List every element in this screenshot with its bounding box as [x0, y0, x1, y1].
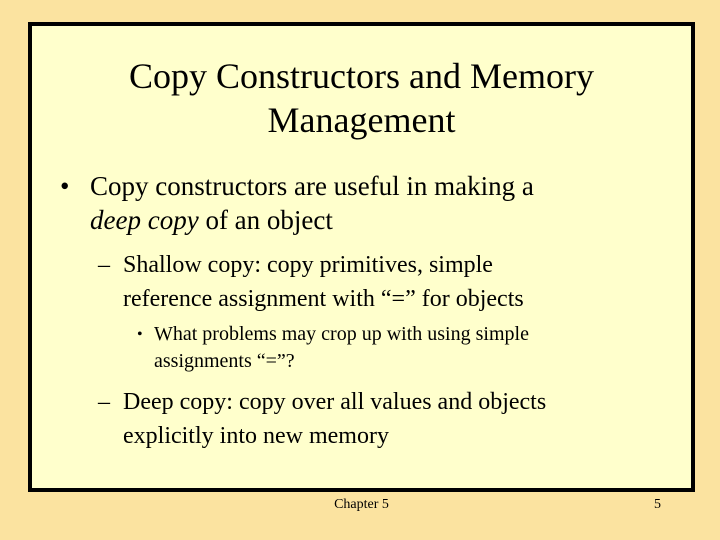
sub-sub-bullet-problems	[32, 321, 691, 375]
bullet-line-2-rest: of an object	[198, 205, 333, 235]
bullet-line-2	[90, 203, 691, 237]
sub-bullet-shallow-copy	[32, 248, 691, 316]
bullet-copy-constructors	[32, 169, 691, 237]
footer-chapter: Chapter 5	[334, 497, 389, 512]
problems-line-2: assignments “=”?	[154, 350, 295, 372]
slide-title	[32, 54, 691, 142]
bullet-line-1: Copy constructors are useful in making a	[90, 171, 534, 201]
slide-frame	[28, 22, 695, 512]
deep-copy-emphasis: deep copy	[90, 205, 199, 235]
sub-bullet-deep-copy	[32, 385, 691, 453]
shallow-line-2: reference assignment with “=” for objects	[123, 286, 524, 312]
problems-line-1: What problems may crop up with using simple	[154, 323, 529, 345]
title-line-1: Copy Constructors and Memory	[129, 56, 594, 96]
deep-line-1: Deep copy: copy over all values and objects	[123, 389, 547, 415]
footer-page-number: 5	[654, 497, 661, 512]
small-bullet-marker: •	[137, 326, 143, 343]
dash-marker: –	[98, 252, 110, 278]
title-line-2: Management	[267, 100, 456, 140]
deep-line-2: explicitly into new memory	[123, 423, 389, 449]
bullet-marker: •	[60, 171, 70, 201]
dash-marker: –	[98, 389, 110, 415]
shallow-line-1: Shallow copy: copy primitives, simple	[123, 252, 493, 278]
